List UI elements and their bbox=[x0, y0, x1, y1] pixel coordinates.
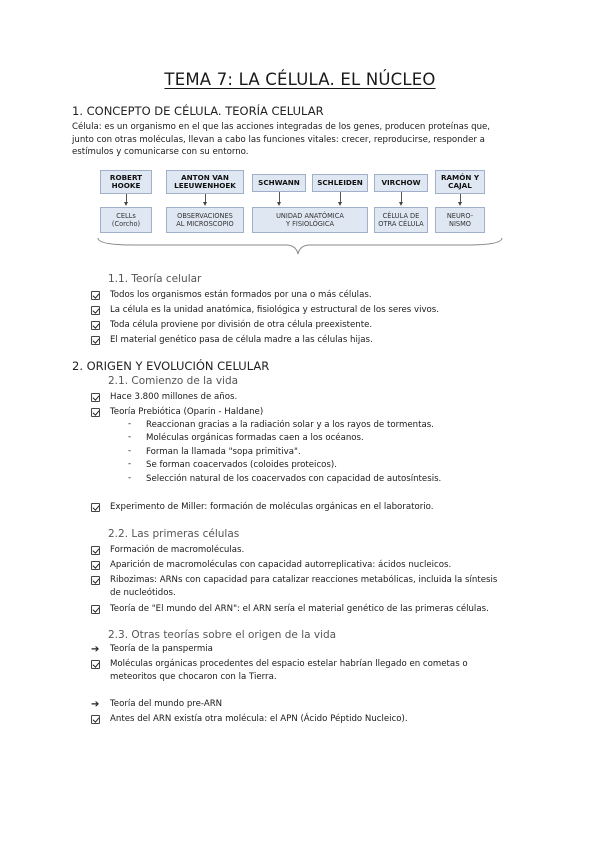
brace-icon bbox=[94, 236, 506, 258]
list-item-continuation: de nucleótidos. bbox=[110, 588, 176, 598]
scientist-box-schwann: SCHWANN bbox=[252, 174, 306, 192]
dash-bullet: - bbox=[128, 432, 132, 442]
checkbox-checked-icon bbox=[91, 321, 100, 330]
arrow-head bbox=[203, 202, 207, 206]
scientist-box-schleiden: SCHLEIDEN bbox=[312, 174, 368, 192]
list-item: La célula es la unidad anatómica, fisiológica y estructural de los seres vivos. bbox=[110, 305, 440, 315]
definition-line: Célula: es un organismo en el que las acciones integradas de los genes, producen proteínas que, bbox=[72, 122, 491, 132]
definition-line: junto con otras moléculas, llevan a cabo las funciones vitales: crecer, reproducirse, responder a bbox=[72, 134, 485, 145]
cell-theory-diagram bbox=[94, 168, 506, 260]
scientist-box-virchow: VIRCHOW bbox=[374, 174, 428, 192]
page-title: TEMA 7: LA CÉLULA. EL NÚCLEO bbox=[164, 70, 436, 89]
sub-list-item: Forman la llamada "sopa primitiva". bbox=[146, 447, 301, 457]
dash-bullet: - bbox=[128, 459, 132, 469]
section-heading-concepto: 1. CONCEPTO DE CÉLULA. TEORÍA CELULAR bbox=[72, 104, 324, 118]
list-item: Moléculas orgánicas procedentes del espacio estelar habrían llegado en cometas o bbox=[110, 659, 468, 669]
dash-bullet: - bbox=[128, 473, 132, 483]
arrow-head bbox=[277, 202, 281, 206]
sub-list-item: Selección natural de los coacervados con capacidad de autosíntesis. bbox=[146, 474, 442, 484]
list-item: Toda célula proviene por división de otra célula preexistente. bbox=[110, 320, 373, 330]
subheading-comienzo: 2.1. Comienzo de la vida bbox=[108, 375, 239, 387]
checkbox-checked-icon bbox=[91, 393, 100, 402]
arrow-head bbox=[399, 202, 403, 206]
scientist-box-cajal: RAMÓN Y CAJAL bbox=[435, 170, 485, 194]
arrow-head bbox=[124, 202, 128, 206]
checkbox-checked-icon bbox=[91, 503, 100, 512]
sub-list-item: Se forman coacervados (coloides proteicos). bbox=[146, 460, 337, 470]
list-item: Aparición de macromoléculas con capacidad autorreplicativa: ácidos nucleicos. bbox=[110, 560, 452, 570]
arrow-right-icon: ➔ bbox=[91, 699, 100, 710]
checkbox-checked-icon bbox=[91, 546, 100, 555]
definition-line: estímulos y comunicarse con su entorno. bbox=[72, 147, 249, 158]
list-item: Teoría de la panspermia bbox=[110, 644, 213, 654]
contribution-box-unit: UNIDAD ANATÓMICA Y FISIOLÓGICA bbox=[252, 207, 368, 233]
contribution-box-cells: CELLs (Corcho) bbox=[100, 207, 152, 233]
list-item: Hace 3.800 millones de años. bbox=[110, 392, 238, 402]
checkbox-checked-icon bbox=[91, 291, 100, 300]
list-item-continuation: meteoritos que chocaron con la Tierra. bbox=[110, 672, 277, 682]
checkbox-checked-icon bbox=[91, 576, 100, 585]
subheading-otras-teorias: 2.3. Otras teorías sobre el origen de la vida bbox=[108, 629, 337, 641]
checkbox-checked-icon bbox=[91, 605, 100, 614]
cell-definition bbox=[72, 121, 522, 159]
sub-list-item: Moléculas orgánicas formadas caen a los océanos. bbox=[146, 433, 364, 443]
arrow-head bbox=[338, 202, 342, 206]
section-heading-origen: 2. ORIGEN Y EVOLUCIÓN CELULAR bbox=[72, 359, 270, 373]
checkbox-checked-icon bbox=[91, 660, 100, 669]
checkbox-checked-icon bbox=[91, 715, 100, 724]
contribution-box-microscope: OBSERVACIONES AL MICROSCOPIO bbox=[166, 207, 244, 233]
checkbox-checked-icon bbox=[91, 306, 100, 315]
dash-bullet: - bbox=[128, 446, 132, 456]
subheading-teoria-celular: 1.1. Teoría celular bbox=[108, 273, 202, 285]
scientist-box-hooke: ROBERT HOOKE bbox=[100, 170, 152, 194]
list-item: Antes del ARN existía otra molécula: el APN (Ácido Péptido Nucleico). bbox=[110, 714, 408, 724]
list-item: Todos los organismos están formados por una o más células. bbox=[110, 290, 372, 300]
subheading-primeras-celulas: 2.2. Las primeras células bbox=[108, 528, 240, 540]
dash-bullet: - bbox=[128, 419, 132, 429]
checkbox-checked-icon bbox=[91, 561, 100, 570]
arrow-head bbox=[458, 202, 462, 206]
contribution-box-neuronism: NEURO- NISMO bbox=[435, 207, 485, 233]
list-item: El material genético pasa de célula madre a las células hijas. bbox=[110, 335, 373, 345]
list-item: Teoría de "El mundo del ARN": el ARN sería el material genético de las primeras células. bbox=[110, 604, 489, 614]
checkbox-checked-icon bbox=[91, 408, 100, 417]
sub-list-item: Reaccionan gracias a la radiación solar y a los rayos de tormentas. bbox=[146, 420, 434, 430]
scientist-box-leeuwenhoek: ANTON VAN LEEUWENHOEK bbox=[166, 170, 244, 194]
list-item: Teoría Prebiótica (Oparin - Haldane) bbox=[110, 407, 264, 417]
checkbox-checked-icon bbox=[91, 336, 100, 345]
list-item: Teoría del mundo pre-ARN bbox=[110, 699, 223, 709]
arrow-right-icon: ➔ bbox=[91, 644, 100, 655]
list-item: Ribozimas: ARNs con capacidad para catalizar reacciones metabólicas, incluida la síntesis bbox=[110, 575, 498, 585]
list-item: Formación de macromoléculas. bbox=[110, 545, 245, 555]
list-item: Experimento de Miller: formación de moléculas orgánicas en el laboratorio. bbox=[110, 502, 434, 512]
contribution-box-origin: CÉLULA DE OTRA CÉLULA bbox=[374, 207, 428, 233]
